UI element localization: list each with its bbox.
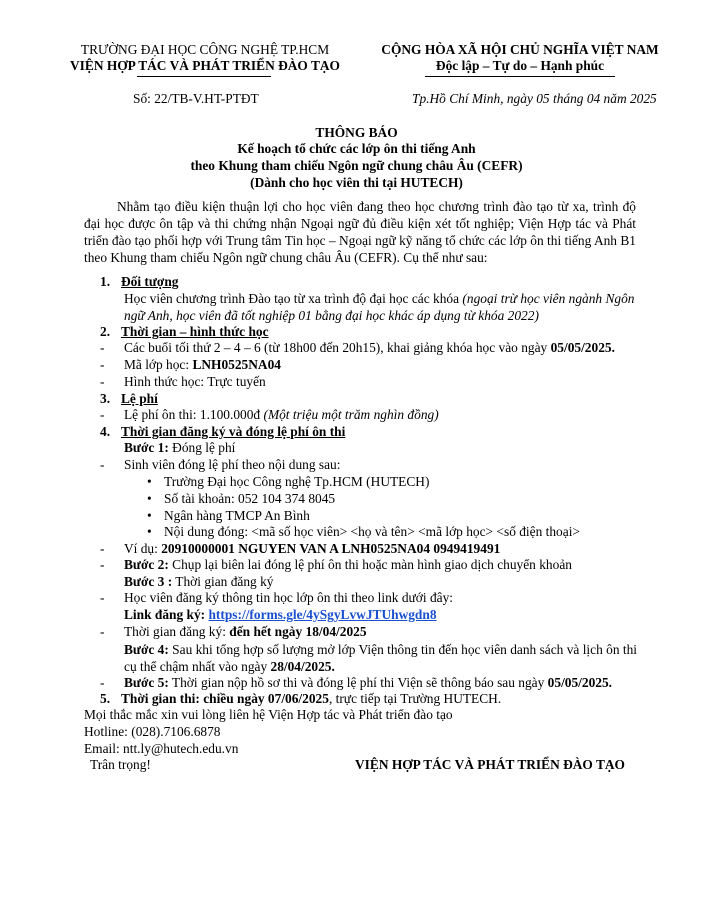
- dash: -: [100, 590, 105, 605]
- dash: -: [100, 457, 105, 472]
- registration-link[interactable]: https://forms.gle/4ySgyLvwJTUhwgdn8: [208, 607, 437, 622]
- doc-subtitle-2: theo Khung tham chiếu Ngôn ngữ chung châu Âu (CEFR): [190, 158, 523, 173]
- bullet-icon: •: [147, 508, 152, 523]
- regards: Trân trọng!: [90, 757, 151, 772]
- step-5: Bước 5: Thời gian nộp hồ sơ thi và đóng lệ phí thi Viện sẽ thông báo sau ngày 05/05/2025.: [124, 675, 613, 690]
- section-4-number: 4.: [100, 424, 111, 439]
- bank-account-number: Số tài khoản: 052 104 374 8045: [164, 491, 336, 506]
- document-number: Số: 22/TB-V.HT-PTĐT: [133, 91, 259, 106]
- section-3-heading: Lệ phí: [121, 391, 158, 406]
- section-1-heading: Đối tượng: [121, 274, 179, 289]
- signature-block: VIỆN HỢP TÁC VÀ PHÁT TRIỂN ĐÀO TẠO: [355, 757, 625, 772]
- step-3: Bước 3 : Thời gian đăng ký: [124, 574, 274, 589]
- registration-link-row: Link đăng ký: https://forms.gle/4ySgyLvwJTUhwgdn8: [124, 607, 437, 622]
- doc-subtitle-3: (Dành cho học viên thi tại HUTECH): [250, 175, 463, 190]
- bank-name: Ngân hàng TMCP An Bình: [164, 508, 310, 523]
- class-schedule: Các buổi tối thứ 2 – 4 – 6 (từ 18h00 đến 20h15), khai giảng khóa học vào ngày 05/05/2025.: [124, 340, 615, 355]
- dash: -: [100, 357, 105, 372]
- step-2: Bước 2: Chụp lại biên lai đóng lệ phí ôn thi hoặc màn hình giao dịch chuyển khoản: [124, 557, 572, 572]
- study-format: Hình thức học: Trực tuyến: [124, 374, 266, 389]
- bullet-icon: •: [147, 474, 152, 489]
- dash: -: [100, 557, 105, 572]
- fee-amount: Lệ phí ôn thi: 1.100.000đ (Một triệu một trăm nghìn đồng): [124, 407, 439, 422]
- dash: -: [100, 675, 105, 690]
- dash: -: [100, 340, 105, 355]
- institute-name: VIỆN HỢP TÁC VÀ PHÁT TRIỂN ĐÀO TẠO: [70, 58, 340, 73]
- section-4-heading: Thời gian đăng ký và đóng lệ phí ôn thi: [121, 424, 346, 439]
- class-code: Mã lớp học: LNH0525NA04: [124, 357, 281, 372]
- doc-title: THÔNG BÁO: [315, 125, 398, 140]
- dash: -: [100, 407, 105, 422]
- bank-recipient: Trường Đại học Công nghệ Tp.HCM (HUTECH): [164, 474, 430, 489]
- bullet-icon: •: [147, 524, 152, 539]
- hotline: Hotline: (028).7106.6878: [84, 724, 221, 739]
- header-right-underline: [425, 76, 615, 77]
- section-1-number: 1.: [100, 274, 111, 289]
- header-left-underline: [137, 76, 271, 77]
- section-5-number: 5.: [100, 691, 111, 706]
- nation-motto: Độc lập – Tự do – Hạnh phúc: [435, 58, 605, 73]
- dash: -: [100, 541, 105, 556]
- section-3-number: 3.: [100, 391, 111, 406]
- contact-note: Mọi thắc mắc xin vui lòng liên hệ Viện Hợp tác và Phát triển đào tạo: [84, 707, 453, 722]
- register-instruction: Học viên đăng ký thông tin học lớp ôn thi theo link dưới đây:: [124, 590, 453, 605]
- doc-subtitle-1: Kế hoạch tổ chức các lớp ôn thi tiếng Anh: [237, 141, 476, 156]
- payment-example: Ví dụ: 20910000001 NGUYEN VAN A LNH0525NA04 0949419491: [124, 541, 501, 556]
- step-1: Bước 1: Đóng lệ phí: [124, 440, 236, 455]
- dash: -: [100, 374, 105, 389]
- section-1-body: Học viên chương trình Đào tạo từ xa trình độ đại học các khóa (ngoại trừ học viên ngành Ngôn ngữ Anh, học viên đã tốt nghiệp 01 bằng đại học khác áp dụng từ khóa 2022): [124, 291, 635, 323]
- intro-paragraph: Nhằm tạo điều kiện thuận lợi cho học viên đang theo học chương trình đào tạo từ xa, trình độ đại học được ôn tập và thi chứng nhận Ngoại ngữ đủ điều kiện xét tốt nghiệp; Viện Hợp tác và Phát triển đào tạo phối hợp với Trung tâm Tin học – Ngoại ngữ kỹ năng tổ chức các lớp ôn thi tiếng Anh B1 theo Khung tham chiếu Ngôn ngữ chung châu Âu (CEFR). Cụ thể như sau:: [84, 199, 636, 265]
- place-date: Tp.Hồ Chí Minh, ngày 05 tháng 04 năm 2025: [412, 91, 657, 106]
- dash: -: [100, 624, 105, 639]
- bullet-icon: •: [147, 491, 152, 506]
- section-2-number: 2.: [100, 324, 111, 339]
- section-2-heading: Thời gian – hình thức học: [121, 324, 269, 339]
- step-4: Bước 4: Sau khi tổng hợp số lượng mở lớp Viện thông tin đến học viên danh sách và lịch ôn thi cụ thể chậm nhất vào ngày 28/04/2025.: [124, 642, 638, 674]
- nation-name: CỘNG HÒA XÃ HỘI CHỦ NGHĨA VIỆT NAM: [381, 42, 659, 57]
- contact-email: Email: ntt.ly@hutech.edu.vn: [84, 741, 239, 756]
- registration-deadline: Thời gian đăng ký: đến hết ngày 18/04/2025: [124, 624, 367, 639]
- exam-date: Thời gian thi: chiều ngày 07/06/2025, trực tiếp tại Trường HUTECH.: [121, 691, 502, 706]
- payment-content: Nội dung đóng: <mã số học viên> <họ và tên> <mã lớp học> <số điện thoại>: [164, 524, 580, 539]
- payment-intro: Sinh viên đóng lệ phí theo nội dung sau:: [124, 457, 341, 472]
- school-name: TRƯỜNG ĐẠI HỌC CÔNG NGHỆ TP.HCM: [80, 42, 330, 57]
